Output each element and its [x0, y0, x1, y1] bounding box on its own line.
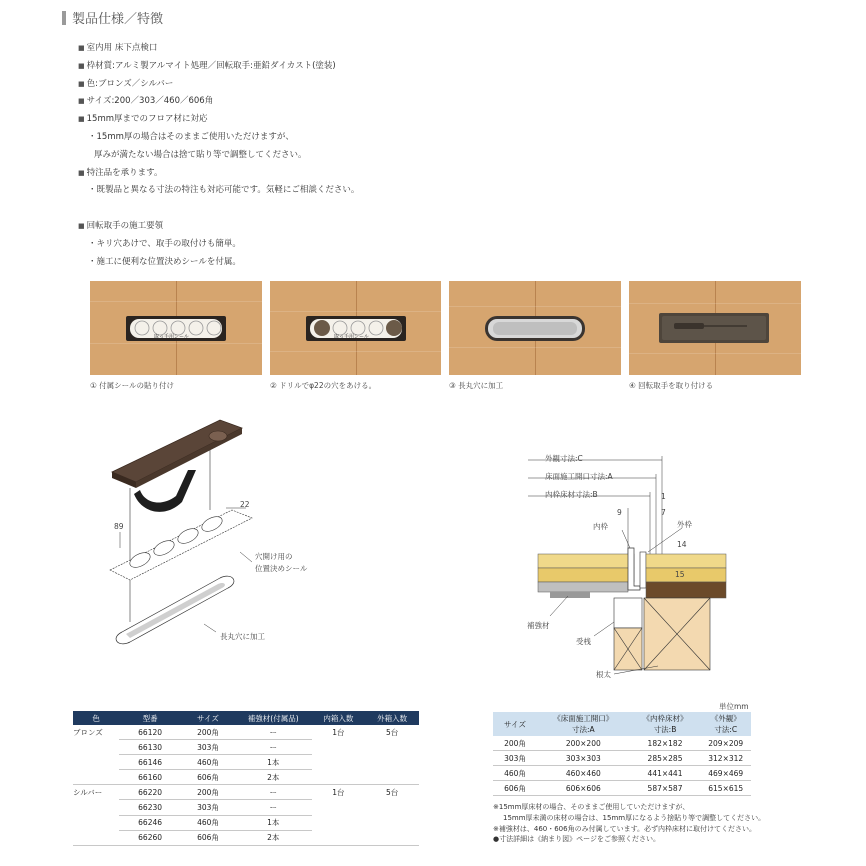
table-row	[73, 815, 419, 830]
dim-89-label: 89	[114, 522, 124, 531]
cell-size: 303角	[493, 751, 537, 766]
reinforcement-label: 補強材	[527, 621, 550, 630]
label-dim-b: 内枠床材寸法:B	[545, 490, 598, 499]
seal-sticker-icon	[90, 281, 262, 375]
cell-size: 303角	[181, 740, 235, 755]
assembly-diagram	[100, 410, 360, 650]
table-row	[73, 770, 419, 785]
slot-label: 長丸穴に加工	[220, 632, 265, 641]
note-line: ※15mm厚床材の場合、そのままご使用していただけますが、	[493, 803, 690, 811]
cell-dim-b: 182×182	[630, 736, 701, 751]
cell-model: 66260	[119, 830, 181, 845]
joist-support-label: 受桟	[576, 637, 591, 646]
cell-size: 606角	[493, 781, 537, 796]
cell-dim-c: 312×312	[700, 751, 751, 766]
cell-model: 66130	[119, 740, 181, 755]
spec-item: ■ サイズ:200／303／460／606角	[78, 93, 359, 111]
sticker-label: 取っ手用シール	[334, 334, 369, 340]
table-row	[73, 800, 419, 815]
cell-dim-b: 587×587	[630, 781, 701, 796]
cell-dim-a: 200×200	[537, 736, 630, 751]
cell-size: 606角	[181, 830, 235, 845]
cell-color: シルバー	[73, 788, 103, 798]
cell-reinforcement: ー	[235, 800, 312, 815]
photo-step-2	[270, 281, 441, 375]
col-header: 《床面施工開口》 寸法:A	[537, 712, 630, 736]
cell-reinforcement: ー	[235, 725, 312, 740]
cell-dim-c: 615×615	[700, 781, 751, 796]
product-table	[73, 711, 419, 846]
photo-step-4	[629, 281, 801, 375]
cell-inner-qty: 1台	[332, 788, 345, 798]
page-title: 製品仕様／特徴	[72, 12, 164, 27]
spec-subitem: ・施工に便利な位置決めシールを付属。	[88, 256, 241, 267]
cell-dim-c: 469×469	[700, 766, 751, 781]
inner-frame-label: 内枠	[593, 522, 608, 531]
cell-color: ブロンズ	[73, 727, 103, 737]
cell-outer-qty: 5台	[385, 788, 399, 798]
unit-label: 単位mm	[719, 702, 749, 711]
table-row	[493, 766, 751, 781]
cell-size: 460角	[181, 815, 235, 830]
table-row	[73, 755, 419, 770]
cell-size: 460角	[493, 766, 537, 781]
table-row	[73, 740, 419, 755]
photo-caption-1: ① 付属シールの貼り付け	[90, 381, 174, 390]
cell-model: 66146	[119, 755, 181, 770]
title-bar-icon	[62, 11, 66, 25]
cell-size: 460角	[181, 755, 235, 770]
cell-model: 66220	[119, 785, 181, 800]
table-header-row	[73, 711, 419, 725]
photo-step-1	[90, 281, 262, 375]
cell-dim-a: 460×460	[537, 766, 630, 781]
section-title	[62, 8, 163, 27]
cell-dim-b: 285×285	[630, 751, 701, 766]
cell-size: 606角	[181, 770, 235, 785]
label-dim-a: 床面施工開口寸法:A	[545, 472, 613, 481]
cell-outer-qty: 5台	[385, 727, 399, 737]
cell-size: 200角	[181, 785, 235, 800]
table-row	[73, 785, 419, 800]
note-line: 15mm厚未満の床材の場合は、15mm厚になるよう捨貼り等で調整してください。	[503, 813, 766, 822]
installation-photos	[90, 281, 801, 391]
drilled-seal-icon	[270, 281, 441, 375]
col-header: 《外観》 寸法:C	[700, 712, 751, 736]
cell-size: 200角	[493, 736, 537, 751]
dim-1-label: 1	[661, 492, 666, 501]
slot-hole-icon	[449, 281, 621, 375]
cell-dim-a: 303×303	[537, 751, 630, 766]
sticker-label: 取っ手用シール	[154, 334, 189, 340]
neta-label: 根太	[596, 670, 611, 679]
cell-inner-qty: 1台	[332, 727, 345, 737]
cell-reinforcement: ー	[235, 785, 312, 800]
dim-14-label: 14	[677, 540, 687, 549]
table-row	[73, 725, 419, 740]
spec-item: ■ 色:ブロンズ／シルバー	[78, 76, 359, 94]
seal-label-line1: 穴開け用の	[255, 552, 293, 561]
rotary-handle-icon	[629, 281, 801, 375]
dim-9-label: 9	[617, 508, 622, 517]
cell-dim-a: 606×606	[537, 781, 630, 796]
col-header: 型番	[119, 711, 181, 725]
col-header: サイズ	[181, 711, 235, 725]
cell-dim-c: 209×209	[700, 736, 751, 751]
label-dim-c: 外観寸法:C	[545, 454, 583, 463]
photo-caption-4: ④ 回転取手を取り付ける	[629, 381, 714, 390]
cell-reinforcement: ー	[235, 740, 312, 755]
size-table	[493, 712, 751, 796]
col-header: 外箱入数	[365, 711, 419, 725]
photo-caption-2: ② ドリルでφ22の穴をあける。	[270, 381, 377, 390]
col-header: 色	[73, 711, 119, 725]
cell-model: 66120	[119, 725, 181, 740]
cell-size: 303角	[181, 800, 235, 815]
col-header: 補強材(付属品)	[235, 711, 312, 725]
cell-reinforcement: 2本	[235, 770, 312, 785]
cell-reinforcement: 2本	[235, 830, 312, 845]
photo-caption-3: ③ 長丸穴に加工	[449, 381, 504, 390]
cell-model: 66246	[119, 815, 181, 830]
note-line: ●寸法詳細は《納まり図》ページをご参照ください。	[493, 835, 660, 844]
spec-item: ■ 室内用 床下点検口	[78, 40, 359, 58]
spec-item: ■ 回転取手の施工要領	[78, 218, 359, 236]
table-row	[493, 736, 751, 751]
table-row	[493, 751, 751, 766]
dim-7-label: 7	[661, 508, 666, 517]
cell-dim-b: 441×441	[630, 766, 701, 781]
dim-22-label: 22	[240, 500, 250, 509]
cell-reinforcement: 1本	[235, 815, 312, 830]
seal-label-line2: 位置決めシール	[255, 564, 308, 573]
spec-item: ■ 特注品を承ります。	[78, 165, 359, 183]
outer-frame-label: 外枠	[677, 520, 692, 529]
spec-subitem: ・15mm厚の場合はそのままご使用いただけますが、	[88, 131, 294, 142]
spec-item: ■ 15mm厚までのフロア材に対応	[78, 111, 359, 129]
cell-size: 200角	[181, 725, 235, 740]
col-header: サイズ	[493, 712, 537, 736]
spec-subitem: ・既製品と異なる寸法の特注も対応可能です。気軽にご相談ください。	[88, 185, 360, 196]
spec-item: ■ 枠材質:アルミ製アルマイト処理／回転取手:亜鉛ダイカスト(塗装)	[78, 58, 359, 76]
spec-subitem: 厚みが満たない場合は捨て貼り等で調整してください。	[94, 149, 307, 160]
cell-model: 66160	[119, 770, 181, 785]
table-header-row	[493, 712, 751, 736]
col-header: 《内枠床材》 寸法:B	[630, 712, 701, 736]
photo-step-3	[449, 281, 621, 375]
col-header: 内箱入数	[312, 711, 366, 725]
section-diagram	[510, 448, 750, 688]
dim-15-label: 15	[675, 570, 685, 579]
spec-list	[78, 40, 359, 272]
cell-reinforcement: 1本	[235, 755, 312, 770]
table-row	[493, 781, 751, 796]
spec-subitem: ・キリ穴あけで、取手の取付けも簡単。	[88, 238, 241, 249]
note-line: ※補強材は、460・606角のみ付属しています。必ず内枠床材に取付けてください。	[493, 824, 757, 833]
notes	[493, 802, 765, 845]
table-row	[73, 830, 419, 845]
cell-model: 66230	[119, 800, 181, 815]
